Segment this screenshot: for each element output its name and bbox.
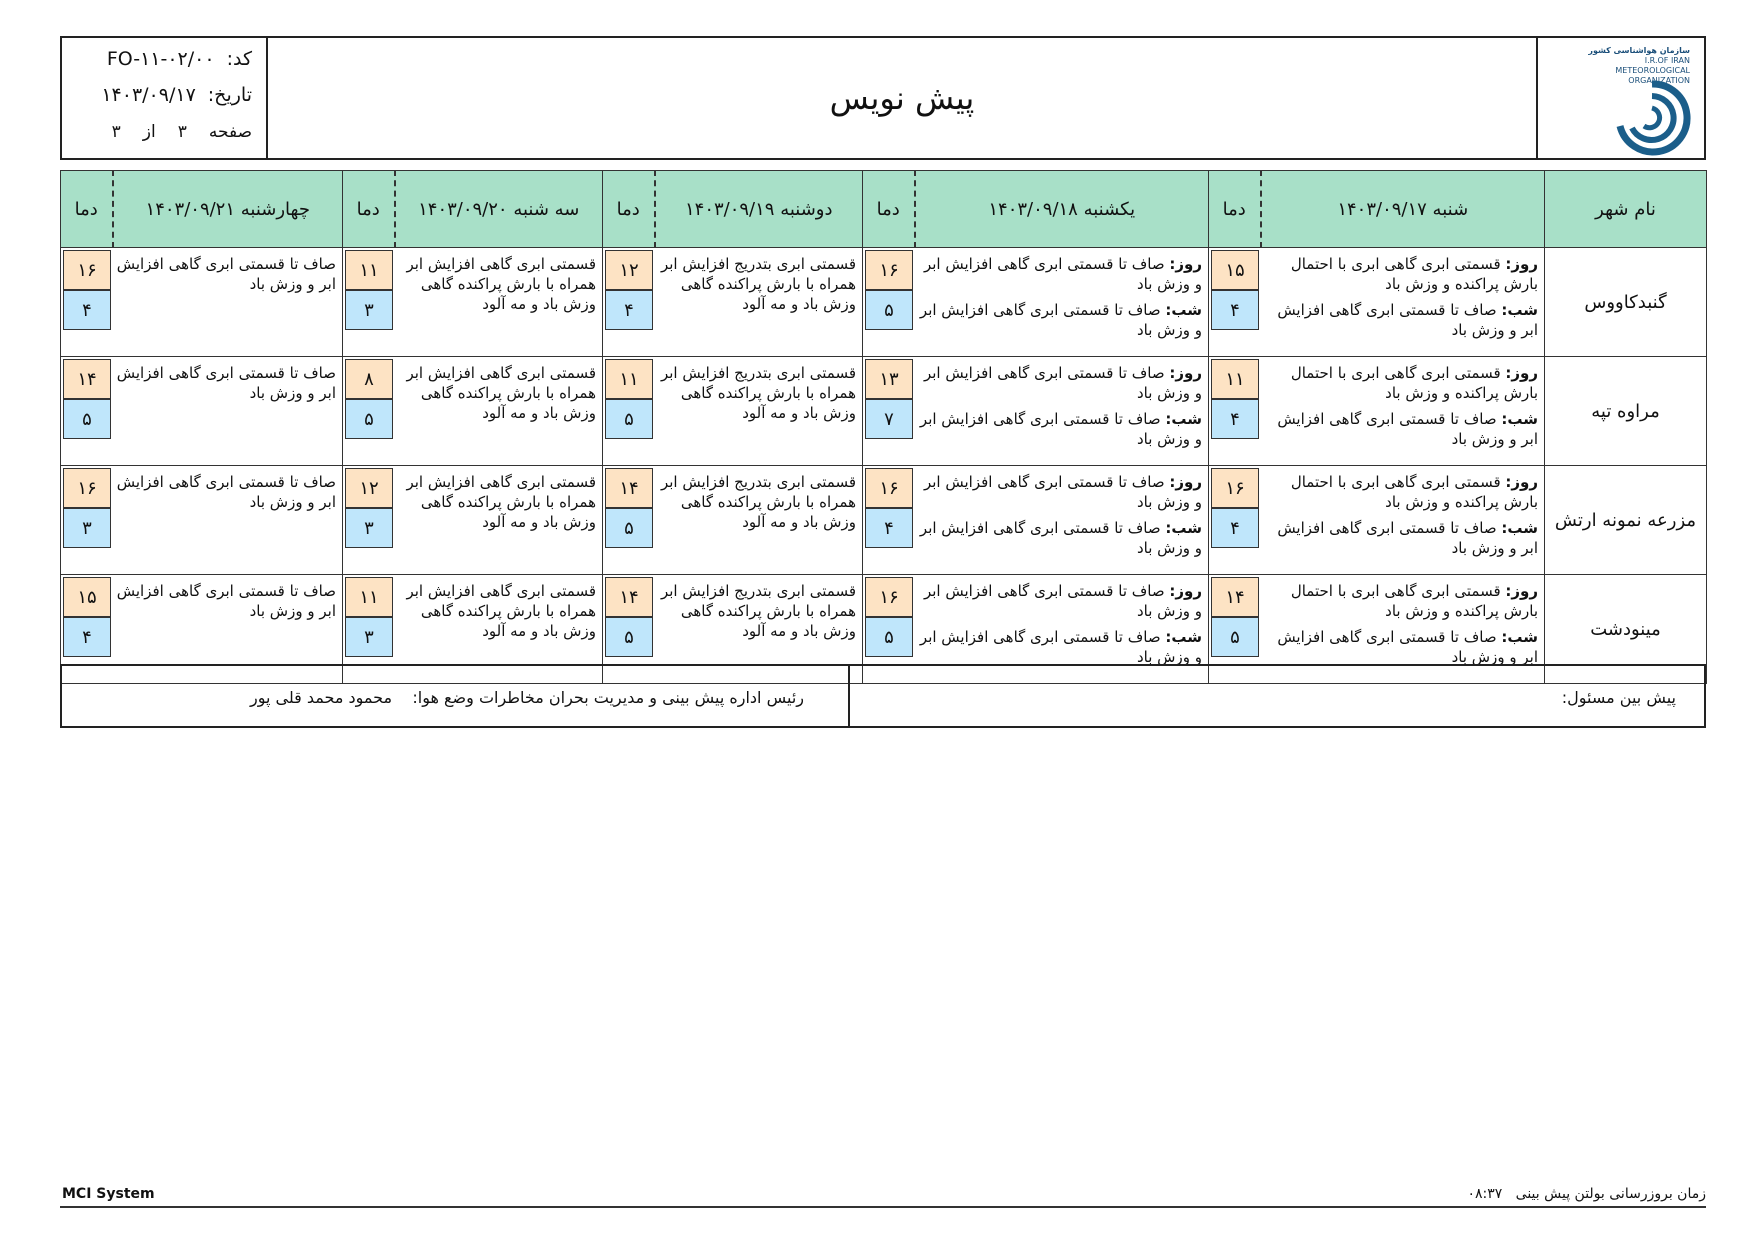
page-of-label: از bbox=[142, 122, 156, 142]
temp-cell bbox=[603, 466, 655, 575]
table-row bbox=[61, 466, 1707, 575]
night-label: شب: bbox=[1501, 519, 1538, 537]
min-temp: ۳ bbox=[345, 617, 393, 657]
logo-line-1: I.R.OF IRAN bbox=[1644, 56, 1690, 65]
max-temp: ۱۴ bbox=[1211, 577, 1259, 617]
temp-cell bbox=[61, 248, 113, 357]
forecast-cell: صاف تا قسمتی ابری گاهی افزایش ابر و وزش باد bbox=[113, 575, 343, 684]
update-time bbox=[1468, 1186, 1707, 1202]
temp-cell bbox=[343, 248, 395, 357]
night-forecast: صاف تا قسمتی ابری گاهی افزایش ابر و وزش باد bbox=[1277, 628, 1538, 666]
max-temp: ۱۴ bbox=[605, 577, 653, 617]
day-label: روز: bbox=[1169, 582, 1202, 600]
signature-box bbox=[60, 664, 1706, 728]
day-label: روز: bbox=[1169, 473, 1202, 491]
forecast-cell: قسمتی ابری گاهی افزایش ابر همراه با بارش پراکنده گاهی وزش باد و مه آلود bbox=[395, 466, 603, 575]
night-forecast: صاف تا قسمتی ابری گاهی افزایش ابر و وزش باد bbox=[1277, 519, 1538, 557]
forecast-cell bbox=[915, 466, 1209, 575]
min-temp: ۴ bbox=[605, 290, 653, 330]
date-label: تاریخ: bbox=[207, 84, 252, 106]
forecast-cell: صاف تا قسمتی ابری گاهی افزایش ابر و وزش باد bbox=[113, 248, 343, 357]
max-temp: ۱۲ bbox=[345, 468, 393, 508]
forecast-cell: قسمتی ابری بتدریج افزایش ابر همراه با بارش پراکنده گاهی وزش باد و مه آلود bbox=[655, 575, 863, 684]
day-header: شنبه ۱۴۰۳/۰۹/۱۷ bbox=[1261, 171, 1545, 248]
city-name: مینودشت bbox=[1545, 575, 1707, 684]
update-label: زمان بروزرسانی بولتن پیش بینی bbox=[1515, 1186, 1706, 1202]
night-label: شب: bbox=[1501, 410, 1538, 428]
temp-header: دما bbox=[1209, 171, 1261, 248]
day-forecast: قسمتی ابری گاهی ابری با احتمال بارش پراکنده و وزش باد bbox=[1290, 473, 1538, 511]
max-temp: ۱۱ bbox=[345, 577, 393, 617]
day-forecast: صاف تا قسمتی ابری گاهی افزایش ابر و وزش باد bbox=[923, 473, 1202, 511]
night-label: شب: bbox=[1165, 519, 1202, 537]
max-temp: ۸ bbox=[345, 359, 393, 399]
night-forecast: صاف تا قسمتی ابری گاهی افزایش ابر و وزش باد bbox=[919, 301, 1202, 339]
system-name: MCI System bbox=[62, 1186, 155, 1202]
min-temp: ۵ bbox=[1211, 617, 1259, 657]
table-row bbox=[61, 357, 1707, 466]
forecast-cell bbox=[915, 357, 1209, 466]
forecast-cell bbox=[1261, 248, 1545, 357]
night-label: شب: bbox=[1501, 301, 1538, 319]
page-number: ۳ bbox=[177, 122, 187, 142]
temp-cell bbox=[863, 357, 915, 466]
temp-cell bbox=[1209, 357, 1261, 466]
min-temp: ۵ bbox=[605, 399, 653, 439]
min-temp: ۵ bbox=[865, 617, 913, 657]
max-temp: ۱۴ bbox=[605, 468, 653, 508]
logo-line-fa: سازمان هواشناسی کشور bbox=[1588, 46, 1690, 55]
max-temp: ۱۵ bbox=[1211, 250, 1259, 290]
temp-cell bbox=[863, 248, 915, 357]
night-forecast: صاف تا قسمتی ابری گاهی افزایش ابر و وزش باد bbox=[1277, 410, 1538, 448]
min-temp: ۷ bbox=[865, 399, 913, 439]
forecast-cell: قسمتی ابری گاهی افزایش ابر همراه با بارش پراکنده گاهی وزش باد و مه آلود bbox=[395, 248, 603, 357]
night-label: شب: bbox=[1501, 628, 1538, 646]
forecast-cell bbox=[1261, 466, 1545, 575]
code-label: کد: bbox=[226, 48, 252, 70]
forecast-cell bbox=[1261, 357, 1545, 466]
page-title: پیش نویس bbox=[829, 79, 975, 117]
date-value: ۱۴۰۳/۰۹/۱۷ bbox=[101, 84, 196, 106]
forecast-cell bbox=[915, 248, 1209, 357]
forecast-cell: قسمتی ابری گاهی افزایش ابر همراه با بارش پراکنده گاهی وزش باد و مه آلود bbox=[395, 575, 603, 684]
day-label: روز: bbox=[1505, 473, 1538, 491]
city-header: نام شهر bbox=[1545, 171, 1707, 248]
max-temp: ۱۴ bbox=[63, 359, 111, 399]
table-row bbox=[61, 248, 1707, 357]
forecaster-label: پیش بین مسئول: bbox=[1561, 688, 1676, 707]
city-name: مزرعه نمونه ارتش bbox=[1545, 466, 1707, 575]
night-forecast: صاف تا قسمتی ابری گاهی افزایش ابر و وزش باد bbox=[919, 519, 1202, 557]
min-temp: ۵ bbox=[345, 399, 393, 439]
head-label: رئیس اداره پیش بینی و مدیریت بحران مخاطرات وضع هوا: bbox=[412, 688, 804, 707]
max-temp: ۱۱ bbox=[345, 250, 393, 290]
spiral-logo-icon bbox=[1612, 78, 1692, 158]
night-forecast: صاف تا قسمتی ابری گاهی افزایش ابر و وزش باد bbox=[919, 628, 1202, 666]
max-temp: ۱۶ bbox=[1211, 468, 1259, 508]
head-name: محمود محمد قلی پور bbox=[249, 688, 393, 707]
max-temp: ۱۶ bbox=[63, 468, 111, 508]
forecaster-section bbox=[848, 666, 1704, 726]
day-label: روز: bbox=[1169, 255, 1202, 273]
page-label: صفحه bbox=[208, 122, 252, 142]
day-forecast: قسمتی ابری گاهی ابری با احتمال بارش پراکنده و وزش باد bbox=[1290, 255, 1538, 293]
min-temp: ۴ bbox=[1211, 508, 1259, 548]
document-meta bbox=[62, 38, 268, 158]
night-forecast: صاف تا قسمتی ابری گاهی افزایش ابر و وزش باد bbox=[919, 410, 1202, 448]
head-signature bbox=[250, 688, 804, 707]
code-value: FO-۱۱-۰۲/۰۰ bbox=[106, 48, 215, 70]
max-temp: ۱۵ bbox=[63, 577, 111, 617]
forecast-cell: قسمتی ابری بتدریج افزایش ابر همراه با بارش پراکنده گاهی وزش باد و مه آلود bbox=[655, 466, 863, 575]
forecast-cell: قسمتی ابری بتدریج افزایش ابر همراه با بارش پراکنده گاهی وزش باد و مه آلود bbox=[655, 248, 863, 357]
max-temp: ۱۶ bbox=[63, 250, 111, 290]
min-temp: ۳ bbox=[345, 508, 393, 548]
logo-line-3: ORGANIZATION bbox=[1628, 76, 1690, 85]
footer-divider bbox=[60, 1206, 1706, 1208]
max-temp: ۱۶ bbox=[865, 468, 913, 508]
logo-line-2: METEOROLOGICAL bbox=[1615, 66, 1690, 75]
temp-header: دما bbox=[343, 171, 395, 248]
max-temp: ۱۱ bbox=[1211, 359, 1259, 399]
forecast-cell: صاف تا قسمتی ابری گاهی افزایش ابر و وزش باد bbox=[113, 466, 343, 575]
temp-cell bbox=[61, 466, 113, 575]
min-temp: ۵ bbox=[63, 399, 111, 439]
day-header: یکشنبه ۱۴۰۳/۰۹/۱۸ bbox=[915, 171, 1209, 248]
min-temp: ۵ bbox=[605, 617, 653, 657]
day-forecast: صاف تا قسمتی ابری گاهی افزایش ابر و وزش باد bbox=[923, 364, 1202, 402]
min-temp: ۴ bbox=[1211, 399, 1259, 439]
day-label: روز: bbox=[1505, 255, 1538, 273]
temp-header: دما bbox=[603, 171, 655, 248]
city-name: گنبدکاووس bbox=[1545, 248, 1707, 357]
day-header: چهارشنبه ۱۴۰۳/۰۹/۲۱ bbox=[113, 171, 343, 248]
min-temp: ۴ bbox=[1211, 290, 1259, 330]
min-temp: ۴ bbox=[63, 290, 111, 330]
temp-cell bbox=[603, 248, 655, 357]
day-forecast: صاف تا قسمتی ابری گاهی افزایش ابر و وزش باد bbox=[923, 582, 1202, 620]
min-temp: ۵ bbox=[605, 508, 653, 548]
day-forecast: قسمتی ابری گاهی ابری با احتمال بارش پراکنده و وزش باد bbox=[1290, 582, 1538, 620]
min-temp: ۴ bbox=[865, 508, 913, 548]
min-temp: ۴ bbox=[63, 617, 111, 657]
temp-cell bbox=[61, 357, 113, 466]
day-header: سه شنبه ۱۴۰۳/۰۹/۲۰ bbox=[395, 171, 603, 248]
forecast-cell: قسمتی ابری بتدریج افزایش ابر همراه با بارش پراکنده گاهی وزش باد و مه آلود bbox=[655, 357, 863, 466]
temp-cell bbox=[603, 357, 655, 466]
day-forecast: قسمتی ابری گاهی ابری با احتمال بارش پراکنده و وزش باد bbox=[1290, 364, 1538, 402]
max-temp: ۱۳ bbox=[865, 359, 913, 399]
min-temp: ۳ bbox=[63, 508, 111, 548]
temp-cell bbox=[343, 466, 395, 575]
forecast-table bbox=[60, 170, 1707, 684]
temp-cell bbox=[1209, 466, 1261, 575]
day-forecast: صاف تا قسمتی ابری گاهی افزایش ابر و وزش باد bbox=[923, 255, 1202, 293]
document-header bbox=[60, 36, 1706, 160]
max-temp: ۱۱ bbox=[605, 359, 653, 399]
max-temp: ۱۲ bbox=[605, 250, 653, 290]
temp-cell bbox=[1209, 248, 1261, 357]
day-label: روز: bbox=[1505, 582, 1538, 600]
update-time-value: ۰۸:۳۷ bbox=[1467, 1186, 1503, 1202]
max-temp: ۱۶ bbox=[865, 250, 913, 290]
day-label: روز: bbox=[1169, 364, 1202, 382]
organization-logo bbox=[1536, 38, 1704, 158]
temp-cell bbox=[863, 466, 915, 575]
min-temp: ۳ bbox=[345, 290, 393, 330]
city-name: مراوه تپه bbox=[1545, 357, 1707, 466]
day-label: روز: bbox=[1505, 364, 1538, 382]
night-label: شب: bbox=[1165, 301, 1202, 319]
forecast-cell: صاف تا قسمتی ابری گاهی افزایش ابر و وزش باد bbox=[113, 357, 343, 466]
night-label: شب: bbox=[1165, 628, 1202, 646]
temp-cell bbox=[343, 357, 395, 466]
min-temp: ۵ bbox=[865, 290, 913, 330]
max-temp: ۱۶ bbox=[865, 577, 913, 617]
page-total: ۳ bbox=[111, 122, 121, 142]
day-header: دوشنبه ۱۴۰۳/۰۹/۱۹ bbox=[655, 171, 863, 248]
temp-header: دما bbox=[61, 171, 113, 248]
night-label: شب: bbox=[1165, 410, 1202, 428]
forecast-cell: قسمتی ابری گاهی افزایش ابر همراه با بارش پراکنده گاهی وزش باد و مه آلود bbox=[395, 357, 603, 466]
night-forecast: صاف تا قسمتی ابری گاهی افزایش ابر و وزش باد bbox=[1277, 301, 1538, 339]
temp-header: دما bbox=[863, 171, 915, 248]
